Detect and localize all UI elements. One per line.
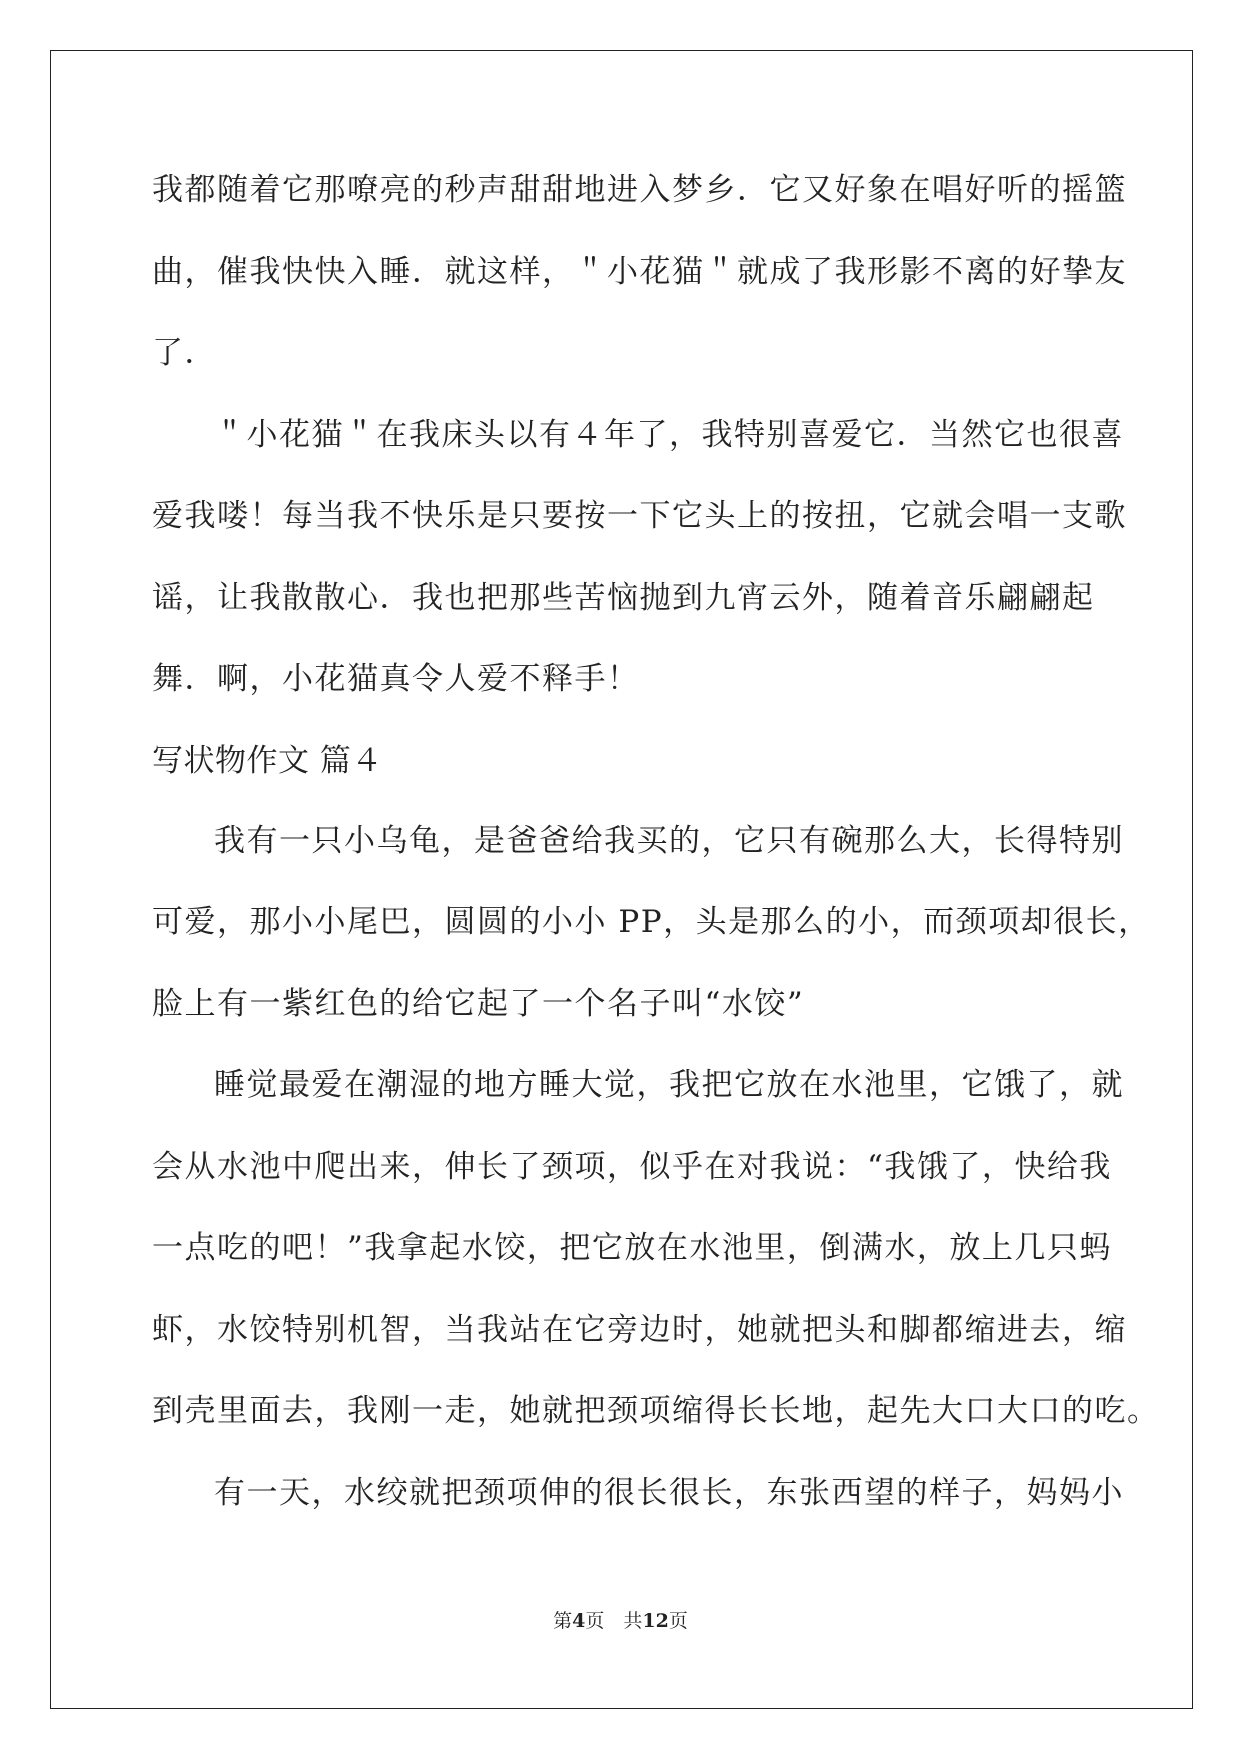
footer-mid: 页 共 — [585, 1610, 643, 1632]
page-footer — [0, 1606, 1241, 1633]
footer-suffix: 页 — [668, 1610, 688, 1632]
text-line: 我都随着它那嘹亮的秒声甜甜地进入梦乡．它又好象在唱好听的摇篮 — [152, 172, 1127, 208]
footer-total-pages: 12 — [642, 1610, 669, 1632]
text-line: 到壳里面去，我刚一走，她就把颈项缩得长长地，起先大口大口的吃。 — [152, 1393, 1160, 1429]
text-line: 可爱，那小小尾巴，圆圆的小小 PP，头是那么的小，而颈项却很长， — [152, 904, 1151, 940]
paragraph — [152, 395, 1127, 721]
footer-page-number: 4 — [572, 1610, 586, 1632]
text-line: 舞．啊，小花猫真令人爱不释手！ — [152, 661, 640, 697]
text-line: 谣，让我散散心．我也把那些苦恼抛到九宵云外，随着音乐翩翩起 — [152, 579, 1095, 616]
text-line: 会从水池中爬出来，伸长了颈项，似乎在对我说：“我饿了，快给我 — [152, 1148, 1112, 1185]
text-line: 有一天，水绞就把颈项伸的很长很长，东张西望的样子，妈妈小 — [214, 1474, 1124, 1511]
section-heading: 写状物作文 篇４ — [152, 742, 383, 779]
paragraph — [152, 1453, 1124, 1535]
footer-prefix: 第 — [553, 1610, 573, 1632]
text-line: 曲，催我快快入睡．就这样，＂小花猫＂就成了我形影不离的好挚友 — [152, 253, 1127, 290]
document-body — [152, 150, 1160, 1534]
paragraph — [152, 1045, 1160, 1453]
text-line: 虾，水饺特别机智，当我站在它旁边时，她就把头和脚都缩进去，缩 — [152, 1311, 1127, 1348]
text-line: 爱我喽！每当我不快乐是只要按一下它头上的按扭，它就会唱一支歌 — [152, 498, 1127, 534]
text-line: 一点吃的吧！”我拿起水饺，把它放在水池里，倒满水，放上几只蚂 — [152, 1230, 1112, 1266]
text-line: 脸上有一紫红色的给它起了一个名子叫“水饺” — [152, 985, 805, 1022]
text-line: 了． — [152, 335, 217, 371]
paragraph — [152, 150, 1127, 395]
paragraph — [152, 801, 1151, 1046]
text-line: 我有一只小乌龟，是爸爸给我买的，它只有碗那么大，长得特别 — [214, 822, 1124, 859]
text-line: ＂小花猫＂在我床头以有４年了，我特别喜爱它．当然它也很喜 — [214, 416, 1124, 453]
text-line: 睡觉最爱在潮湿的地方睡大觉，我把它放在水池里，它饿了，就 — [214, 1067, 1124, 1103]
